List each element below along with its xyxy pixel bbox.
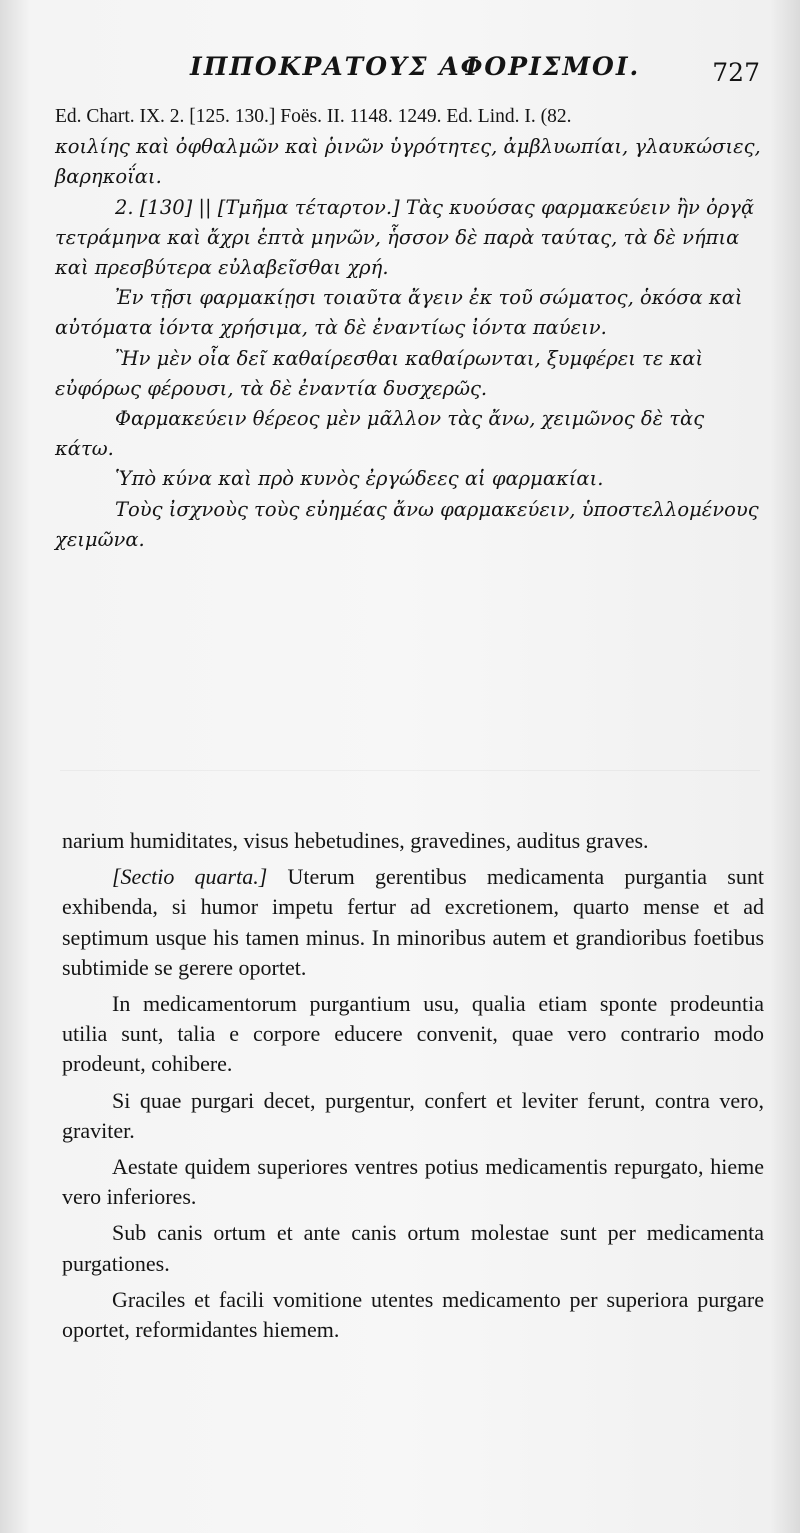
greek-aphorism-4: Ἢν μὲν οἷα δεῖ καθαίρεσθαι καθαίρωνται, ξυμφέρει τε καὶ εὐφόρως φέρουσι, τὰ δὲ ἐναντία δυσχερῶς.: [55, 346, 704, 400]
greek-aphorism-7: Τοὺς ἰσχνοὺς τοὺς εὐημέας ἄνω φαρμακεύειν, ὑποστελλομένους χειμῶνα.: [55, 497, 759, 551]
latin-aphorism-7: Graciles et facili vomitione utentes medicamento per superiora purgare oportet, reformidantes hiemem.: [62, 1286, 764, 1343]
page-number: 727: [712, 58, 760, 87]
latin-aphorism-4: Si quae purgari decet, purgentur, confert et leviter ferunt, contra vero, graviter.: [62, 1087, 764, 1143]
latin-paragraph-continuation: narium humiditates, visus hebetudines, gravedines, auditus graves.: [62, 828, 649, 853]
running-title: ΙΠΠΟΚΡΑΤΟΥΣ ΑΦΟΡΙΣΜΟΙ.: [190, 52, 641, 81]
page-header: [60, 52, 760, 92]
greek-aphorism-3: Ἐν τῇσι φαρμακίῃσι τοιαῦτα ἄγειν ἐκ τοῦ σώματος, ὁκόσα καὶ αὐτόματα ἰόντα χρήσιμα, τὰ δὲ ἐναντίως ἰόντα παύειν.: [55, 286, 743, 340]
greek-aphorism-6: Ὑπὸ κύνα καὶ πρὸ κυνὸς ἐργώδεες αἱ φαρμακίαι.: [115, 467, 604, 491]
latin-text-block: [62, 826, 764, 1345]
column-divider: [60, 770, 760, 771]
latin-aphorism-2: [62, 862, 764, 983]
greek-aphorism-5: Φαρμακεύειν θέρεος μὲν μᾶλλον τὰς ἄνω, χειμῶνος δὲ τὰς κάτω.: [55, 407, 705, 461]
latin-aphorism-3: In medicamentorum purgantium usu, qualia etiam sponte prodeuntia utilia sunt, talia e corpore educere convenit, quae vero contrario modo prodeunt, cohibere.: [62, 991, 764, 1077]
edition-reference-line: Ed. Chart. IX. 2. [125. 130.] Foës. II. 1148. 1249. Ed. Lind. I. (82.: [55, 106, 572, 127]
section-heading: [Sectio quarta.]: [112, 864, 268, 890]
latin-aphorism-5: Aestate quidem superiores ventres potius medicamentis repurgato, hieme vero inferiores.: [62, 1154, 764, 1210]
greek-paragraph-continuation: κοιλίης καὶ ὀφθαλμῶν καὶ ῥινῶν ὑγρότητες, ἀμβλυωπίαι, γλαυκώσιες, βαρηκοΐαι.: [55, 135, 761, 189]
latin-aphorism-6: Sub canis ortum et ante canis ortum molestae sunt per medicamenta purgationes.: [62, 1220, 764, 1276]
greek-aphorism-2: 2. [130] || [Τμῆμα τέταρτον.] Τὰς κυούσας φαρμακεύειν ἢν ὀργᾷ τετράμηνα καὶ ἄχρι ἑπτὰ μηνῶν, ἧσσον δὲ παρὰ ταύτας, τὰ δὲ νήπια καὶ πρεσβύτερα εὐλαβεῖσθαι χρή.: [55, 195, 755, 280]
greek-text-block: [55, 102, 767, 555]
latin-aphorism-2-text: Uterum gerentibus medicamenta purgantia sunt exhibenda, si humor impetu fertur ad excretionem, quarto mense et ad septimum usque his tamen minus. In minoribus autem et grandioribus foetibus subtimide se gerere oportet.: [62, 864, 764, 980]
